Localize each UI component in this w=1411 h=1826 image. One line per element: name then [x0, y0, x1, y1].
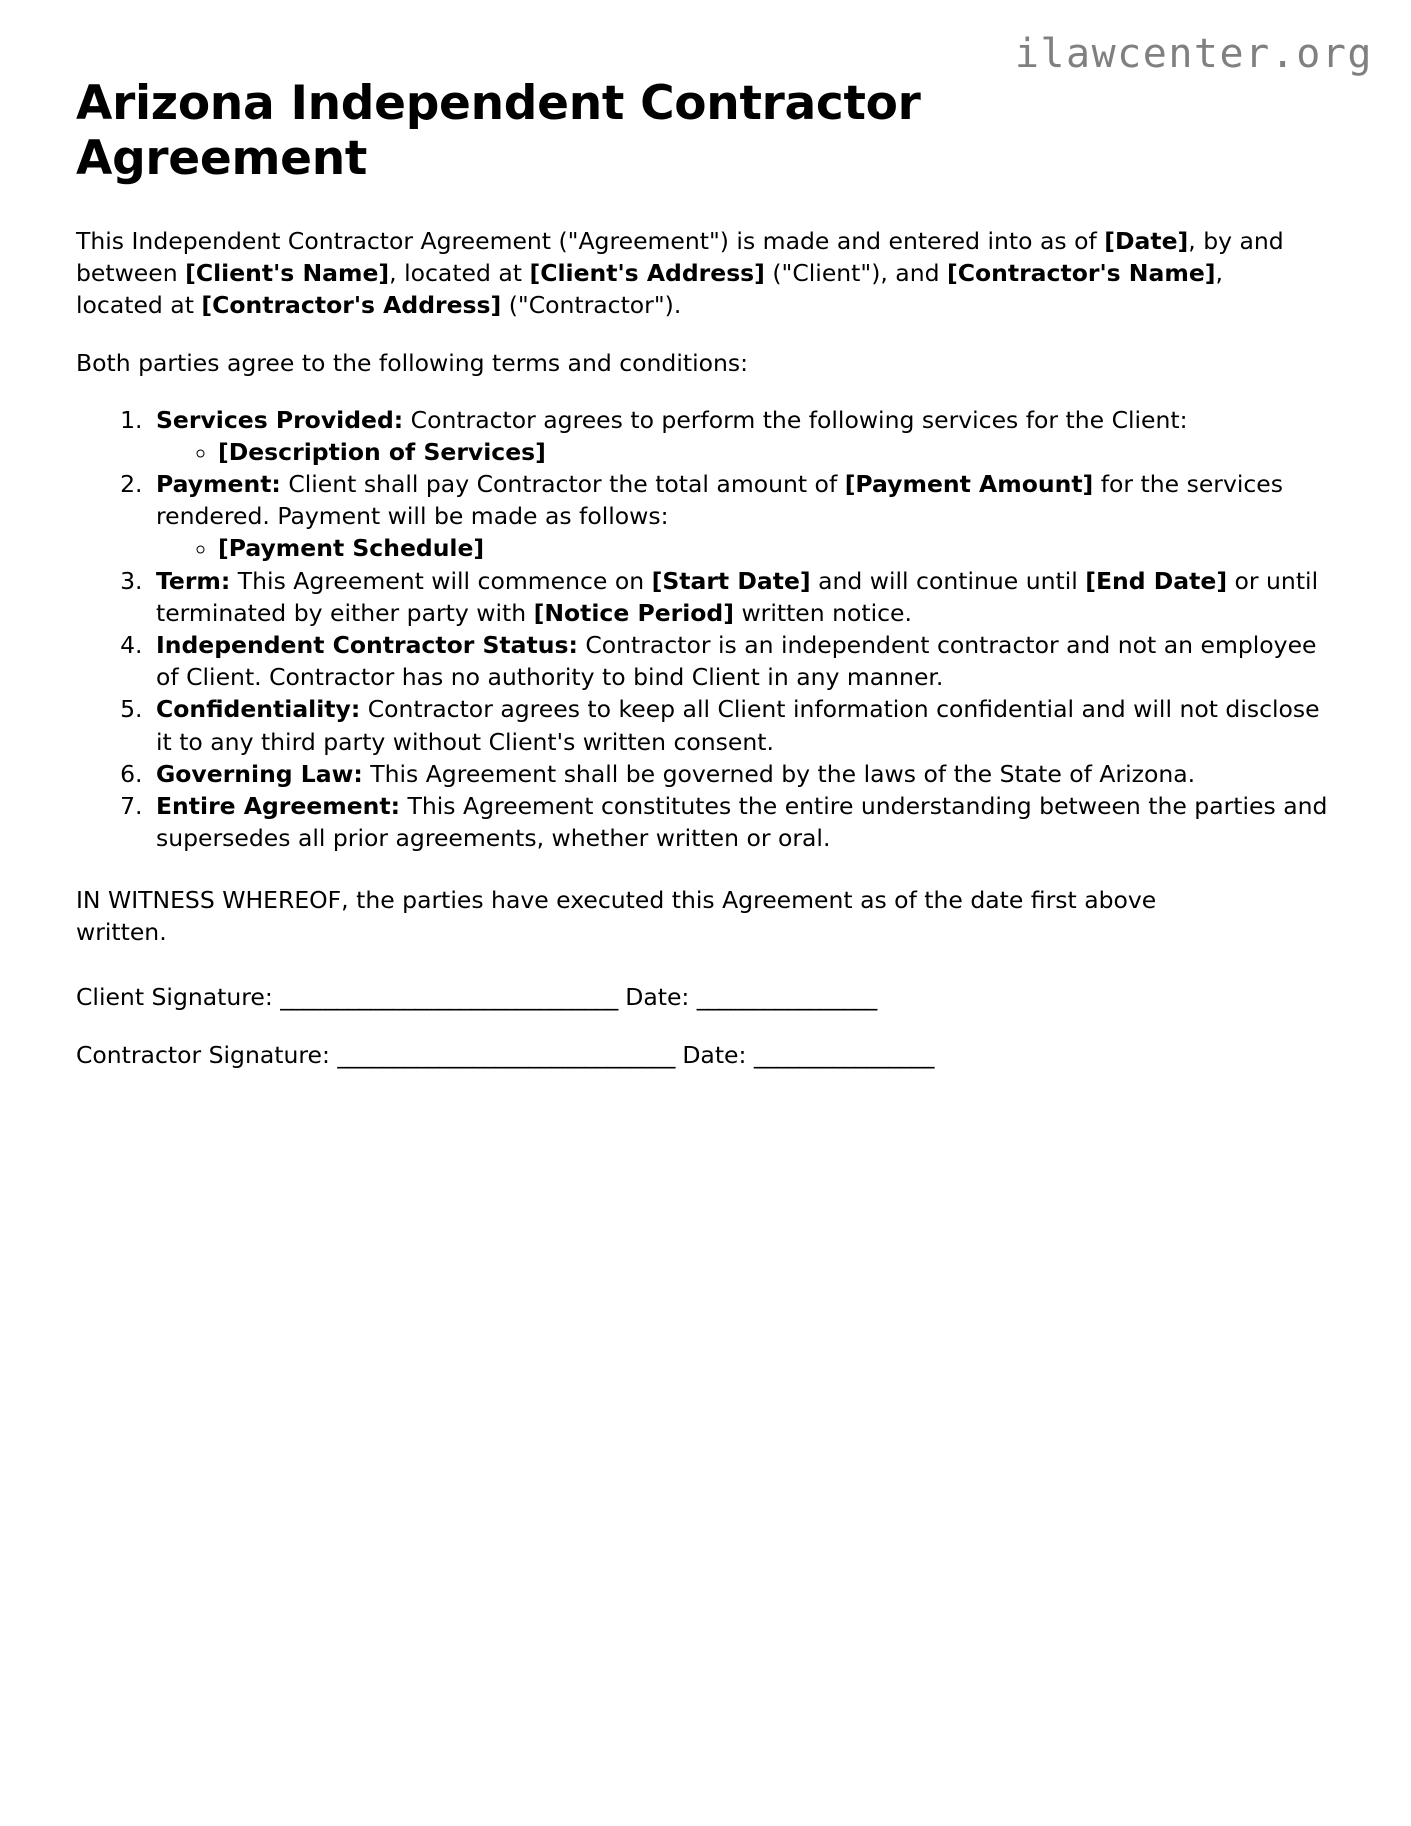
intro-paragraph [76, 225, 1298, 322]
placeholder-payment-amount: [Payment Amount] [844, 470, 1094, 499]
placeholder-contractor-name: [Contractor's Name] [947, 259, 1216, 288]
placeholder-notice-period: [Notice Period] [533, 598, 734, 627]
placeholder-client-address: [Client's Address] [529, 259, 765, 288]
list-item-independent-contractor-status [150, 629, 1333, 693]
term-body: This Agreement constitutes the entire understanding between the parties and supersedes all prior agreements, whether written or oral. [156, 791, 1328, 853]
placeholder-date: [Date] [1104, 226, 1189, 255]
sub-list-services [156, 436, 1333, 468]
list-item-payment [150, 468, 1333, 565]
placeholder-contractor-address: [Contractor's Address] [201, 291, 502, 320]
contractor-signature-label: Contractor Signature: [76, 1040, 338, 1069]
contractor-signature-blank[interactable]: ______________________________ [337, 1040, 675, 1069]
placeholder-start-date: [Start Date] [651, 566, 811, 595]
term-body: Contractor agrees to perform the following services for the Client: [403, 405, 1188, 434]
terms-list [76, 404, 1333, 855]
term-lead-label: Independent Contractor Status: [156, 630, 578, 659]
term-lead-label: Payment: [156, 470, 281, 499]
list-item-confidentiality [150, 693, 1333, 757]
intro-text-4: ("Client"), and [764, 259, 947, 288]
client-signature-line [76, 981, 1333, 1013]
term-lead-label: Entire Agreement: [156, 791, 401, 820]
intro-text-6: ("Contractor"). [501, 291, 682, 320]
term-body: Contractor is an independent contractor and not an employee of Client. Contractor has no authority to bind Client in any manner. [156, 630, 1317, 692]
intro-text-2: , by and between [76, 226, 1284, 288]
term-body-cont-3: written notice. [733, 598, 912, 627]
list-item-services-provided [150, 404, 1333, 468]
term-lead-label: Confidentiality: [156, 695, 361, 724]
term-lead-label: Governing Law: [156, 759, 363, 788]
placeholder-end-date: [End Date] [1085, 566, 1228, 595]
page-title: Arizona Independent Contractor Agreement [76, 76, 921, 187]
term-body: Contractor agrees to keep all Client information confidential and will not disclose it to any third party without Client's written consent. [156, 695, 1320, 756]
term-lead-label: Term: [156, 566, 231, 595]
term-lead-label: Services Provided: [156, 405, 404, 434]
contractor-signature-line [76, 1039, 1333, 1071]
intro-text-1: This Independent Contractor Agreement ("Agreement") is made and entered into as of [76, 226, 1105, 255]
term-body: This Agreement shall be governed by the laws of the State of Arizona. [362, 759, 1196, 788]
term-body-cont: and will continue until [810, 566, 1086, 595]
contractor-date-blank[interactable]: ________________ [753, 1040, 934, 1069]
term-body-cont: for the services rendered. Payment will be made as follows: [156, 470, 1284, 531]
term-body-cont-2: or until terminated by either party with [156, 566, 1319, 627]
term-body: Client shall pay Contractor the total amount of [280, 470, 845, 499]
list-item-description-of-services: ◦ [Description of Services] [218, 436, 1333, 468]
client-signature-label: Client Signature: [76, 982, 281, 1011]
client-date-label: Date: [617, 982, 697, 1011]
intro-text-5: , located at [76, 259, 1223, 320]
client-date-blank[interactable]: ________________ [696, 982, 877, 1011]
placeholder-client-name: [Client's Name] [185, 259, 390, 288]
contractor-date-label: Date: [674, 1040, 754, 1069]
site-watermark: ilawcenter.org [1014, 31, 1373, 77]
intro-text-3: , located at [389, 259, 530, 288]
list-item-entire-agreement [150, 790, 1333, 854]
term-body: This Agreement will commence on [230, 566, 652, 595]
client-signature-blank[interactable]: ______________________________ [280, 982, 618, 1011]
sub-list-payment [156, 532, 1333, 564]
agree-line: Both parties agree to the following terms and conditions: [76, 349, 749, 378]
witness-paragraph: IN WITNESS WHEREOF, the parties have executed this Agreement as of the date first above written. [76, 886, 1157, 947]
list-item-governing-law [150, 758, 1333, 790]
list-item-payment-schedule: ◦ [Payment Schedule] [218, 532, 1333, 564]
list-item-term [150, 565, 1333, 629]
